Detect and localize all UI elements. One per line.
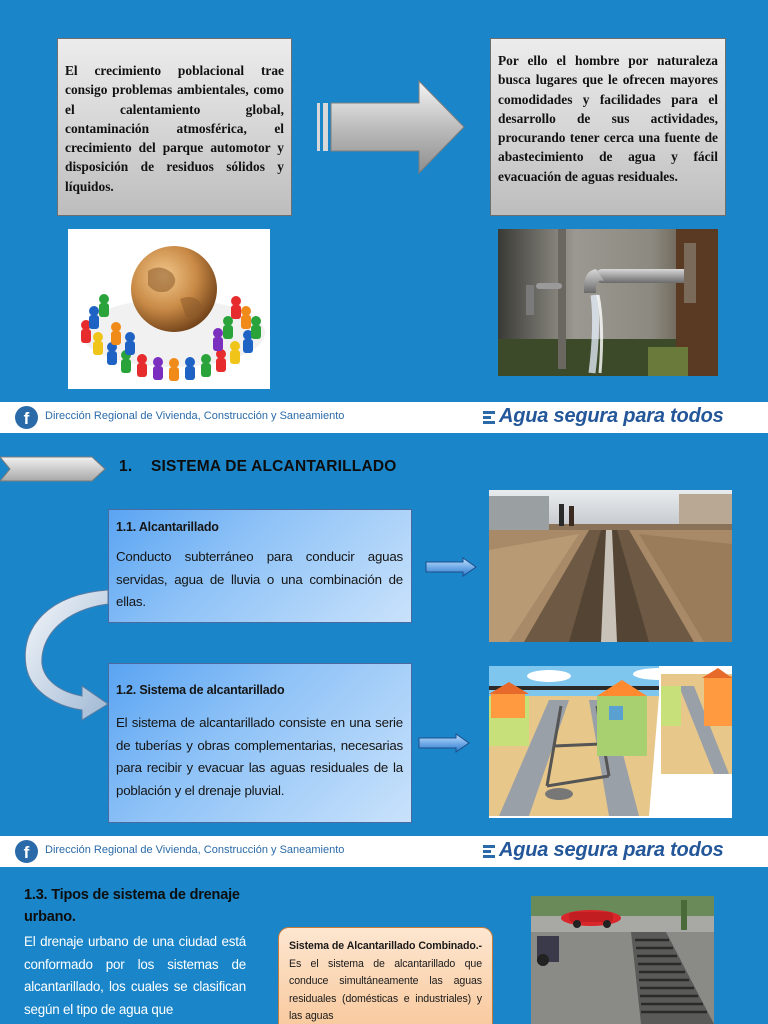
section-title: [119, 458, 397, 476]
drenaje-body: El drenaje urbano de una ciudad está conformado por los sistemas de alcantarillado, los cuales se clasifican según el tipo de agua que: [24, 934, 246, 1017]
footer-bar: [0, 402, 768, 433]
intro-text-box: [57, 38, 292, 216]
footer-slogan: Agua segura para todos: [499, 405, 724, 427]
sistema-alcantarillado-box: [108, 663, 412, 823]
reason-text: Por ello el hombre por naturaleza busca lugares que le ofrecen mayores comodidades y facilidades para el desarrollo de sus actividades, procurando tener cerca una fuente de abastecimiento de agua y fácil evacuación de aguas residuales.: [498, 53, 718, 184]
trench-pipe-image: [489, 490, 732, 642]
footer-bar: [0, 836, 768, 867]
footer-org-text: Dirección Regional de Vivienda, Construcción y Saneamiento: [45, 844, 345, 856]
brand-lines-icon: [483, 845, 495, 859]
facebook-icon[interactable]: f: [15, 406, 38, 429]
drenaje-heading: 1.3. Tipos de sistema de drenaje urbano.: [24, 887, 240, 925]
sistema-alcantarillado-body: El sistema de alcantarillado consiste en una serie de tuberías y obras complementarias, necesarias para recibir y evacuar las aguas residuales de la población y el drenaje pluvial.: [116, 715, 403, 798]
globe-people-image: [68, 229, 270, 389]
intro-text: El crecimiento poblacional trae consigo problemas ambientales, como el calentamiento global, contaminación atmosférica, el crecimiento del parque automotor y disposición de residuos sólidos y líquidos.: [65, 63, 284, 194]
sewer-diagram-image: [489, 666, 732, 818]
footer-org-text: Dirección Regional de Vivienda, Construcción y Saneamiento: [45, 410, 345, 422]
section-number: 1.: [119, 458, 133, 475]
combinado-card-body: Es el sistema de alcantarillado que conduce simultáneamente las aguas residuales (domésticas e industriales) y las aguas: [289, 957, 482, 1022]
alcantarillado-title: 1.1. Alcantarillado: [116, 520, 219, 534]
curved-arrow-icon: [20, 586, 112, 732]
alcantarillado-body: Conducto subterráneo para conducir aguas servidas, agua de lluvia o una combinación de ellas.: [116, 549, 403, 609]
arrow-right-icon: [316, 80, 466, 175]
arrow-right-icon: [425, 557, 477, 577]
footer-slogan: Agua segura para todos: [499, 839, 724, 861]
street-drain-image: [531, 896, 714, 1024]
combinado-card: [278, 927, 493, 1024]
section-arrow-icon: [0, 456, 108, 482]
arrow-right-icon: [418, 733, 470, 753]
section-title-text: SISTEMA DE ALCANTARILLADO: [151, 458, 397, 475]
faucet-image: [498, 229, 718, 376]
facebook-icon[interactable]: f: [15, 840, 38, 863]
combinado-card-title: Sistema de Alcantarillado Combinado.-: [289, 940, 482, 952]
alcantarillado-box: [108, 509, 412, 623]
reason-text-box: [490, 38, 726, 216]
sistema-alcantarillado-title: 1.2. Sistema de alcantarillado: [116, 683, 285, 697]
brand-lines-icon: [483, 411, 495, 425]
